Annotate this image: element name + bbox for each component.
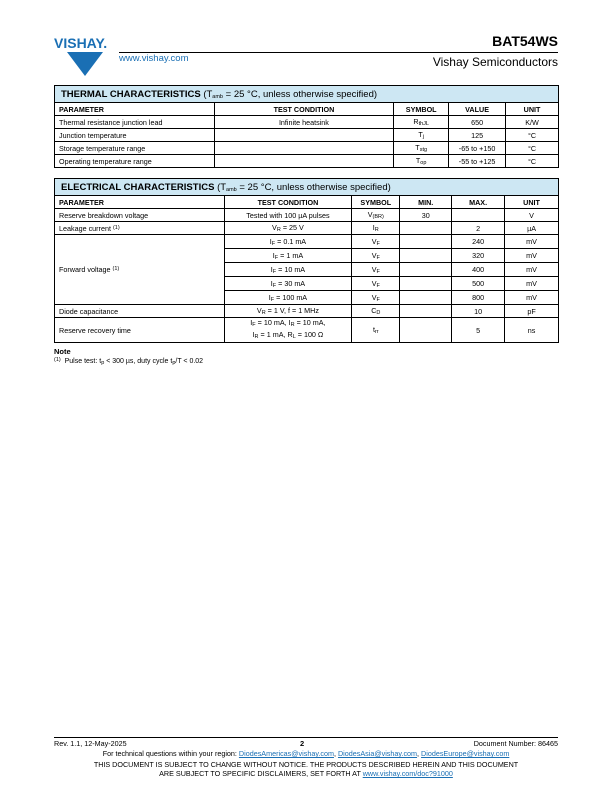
table-row: $I_F = 10$ mA $V_F$ 400 mV: [55, 263, 559, 277]
table-row: Storage temperature range $T_{stg}$ -65 to +150 °C: [55, 142, 559, 155]
logo-triangle-icon: [67, 52, 103, 76]
email-europe-link[interactable]: DiodesEurope@vishay.com: [421, 749, 510, 758]
logo-wordmark: VISHAY.: [54, 35, 108, 51]
electrical-header-row: PARAMETER TEST CONDITION SYMBOL MIN. MAX. UNIT: [55, 196, 559, 209]
note-text: $^{(1)}$ Pulse test: $t_p < 300$ µs, duty cycle $t_p/T < 0.02$: [54, 357, 204, 366]
electrical-characteristics-table: [54, 178, 559, 343]
document-number: Document Number: 86465: [473, 739, 558, 748]
table-row: Thermal resistance junction lead Infinite heatsink $R_{thJL}$ 650 K/W: [55, 116, 559, 129]
disclaimer-line-1: THIS DOCUMENT IS SUBJECT TO CHANGE WITHOUT NOTICE. THE PRODUCTS DESCRIBED HEREIN AND THIS DOCUMENT: [93, 760, 519, 769]
website-link[interactable]: www.vishay.com: [119, 53, 189, 64]
table-row: $I_F = 1$ mA $V_F$ 320 mV: [55, 249, 559, 263]
table-row: Junction temperature $T_j$ 125 °C: [55, 129, 559, 142]
thermal-characteristics-table: [54, 85, 559, 168]
table-row: $I_F = 100$ mA $V_F$ 800 mV: [55, 291, 559, 305]
table-row: Forward voltage $^{(1)}$ $I_F = 0.1$ mA $V_F$ 240 mV: [55, 235, 559, 249]
part-number: BAT54WS: [492, 33, 558, 49]
table-row: Reserve recovery time $I_F = 10$ mA, $I_R = 10$ mA, $I_R = 1$ mA, $R_L = 100$ Ω $t_{rr}$ 5 ns: [55, 318, 559, 343]
table-row: Leakage current $^{(1)}$ $V_R = 25$ V $I_R$ 2 µA: [55, 222, 559, 235]
table-row: Diode capacitance $V_R = 1$ V, f = 1 MHz $C_D$ 10 pF: [55, 305, 559, 318]
note-title: Note: [54, 347, 71, 356]
vishay-logo: [53, 28, 117, 78]
footer-rule: [54, 737, 558, 738]
email-asia-link[interactable]: DiodesAsia@vishay.com: [337, 749, 418, 758]
revision: Rev. 1.1, 12-May-2025: [54, 739, 127, 748]
table-row: $I_F = 30$ mA $V_F$ 500 mV: [55, 277, 559, 291]
disclaimer-link[interactable]: www.vishay.com/doc?91000: [362, 769, 453, 778]
thermal-header-row: PARAMETER TEST CONDITION SYMBOL VALUE UNIT: [55, 103, 559, 116]
table-row: Operating temperature range $T_{op}$ -55 to +125 °C: [55, 155, 559, 168]
electrical-table-title: ELECTRICAL CHARACTERISTICS ($T_{amb} = 25$ °C, unless otherwise specified): [55, 179, 559, 196]
page-number: 2: [300, 739, 305, 748]
technical-questions: For technical questions within your region: DiodesAmericas@vishay.com, DiodesAsia@vishay.com, DiodesEurope@vishay.com: [102, 749, 510, 758]
disclaimer-line-2: ARE SUBJECT TO SPECIFIC DISCLAIMERS, SET FORTH AT www.vishay.com/doc?91000: [159, 769, 453, 778]
thermal-table-title: THERMAL CHARACTERISTICS ($T_{amb} = 25$ °C, unless otherwise specified): [55, 86, 559, 103]
header-rule: [119, 52, 558, 53]
table-row: Reserve breakdown voltage Tested with 100 µA pulses $V_{(BR)}$ 30 V: [55, 209, 559, 222]
email-americas-link[interactable]: DiodesAmericas@vishay.com: [238, 749, 334, 758]
company-name: Vishay Semiconductors: [432, 55, 558, 69]
